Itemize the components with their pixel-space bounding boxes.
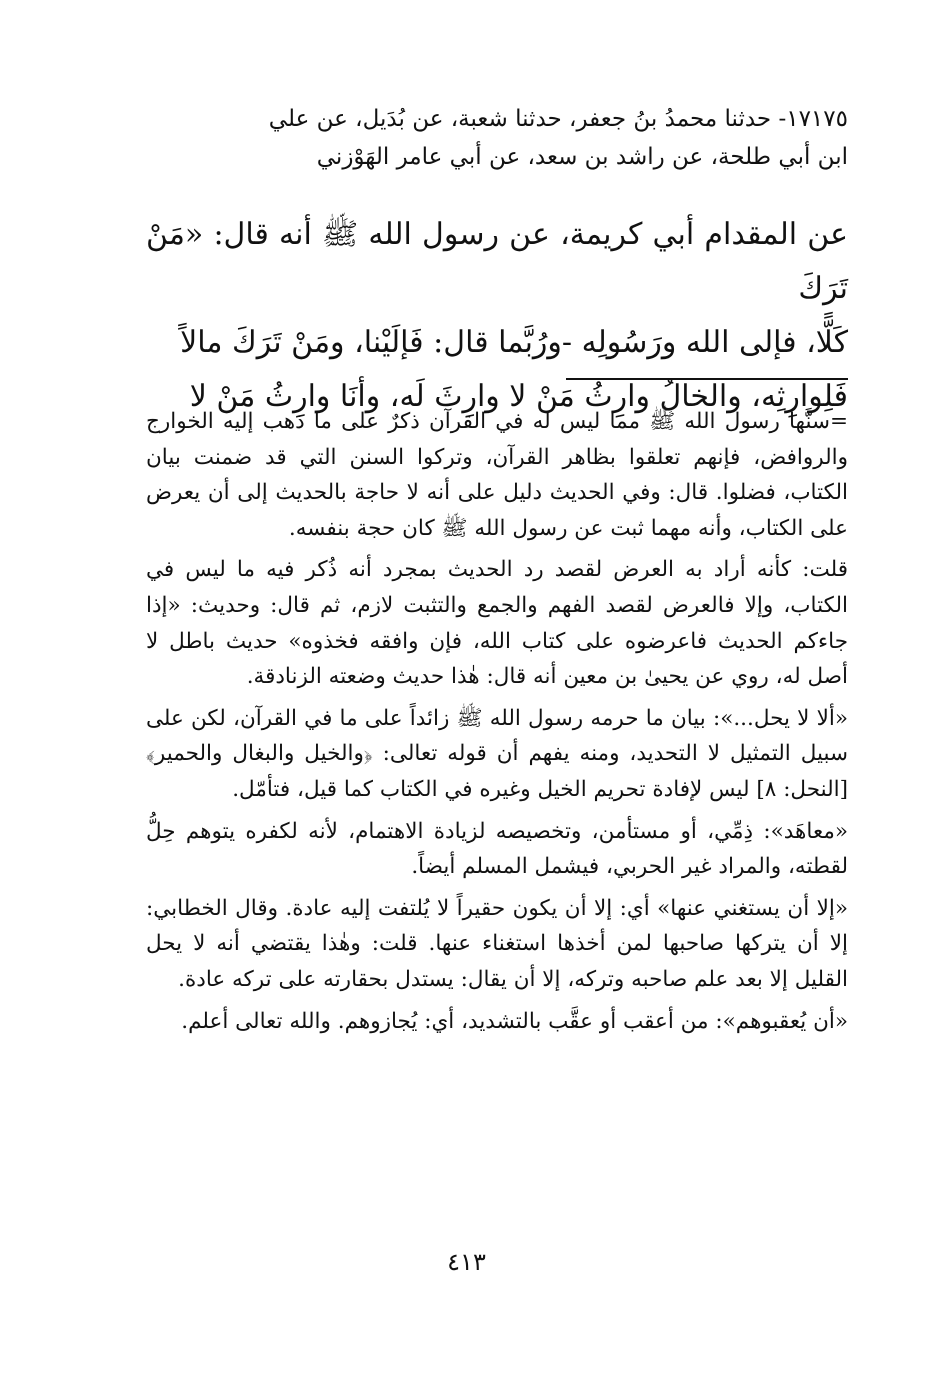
hadith-matn <box>146 208 848 424</box>
footnote-paragraph: «ألا لا يحل...»: بيان ما حرمه رسول الله ﷺ زائداً على ما في القرآن، لكن على سبيل التمثيل لا التحديد، ومنه يفهم أن قوله تعالى: ﴿والخيل والبغال والحمير﴾ [النحل: ٨] ليس لإفادة تحريم الخيل وغيره في الكتاب كما قيل، فتأمّل. <box>146 705 848 802</box>
matn-line: عن المقدام أبي كريمة، عن رسول الله ﷺ أنه قال: «مَنْ تَرَكَ <box>146 217 848 306</box>
footnotes <box>146 404 848 1045</box>
footnote-paragraph: «إلا أن يستغني عنها» أي: إلا أن يكون حقيراً لا يُلتفت إليه عادة. وقال الخطابي: إلا أن يتركها صاحبها لمن أخذها استغناء عنها. قلت: وهٰذا يقتضي أنه لا يحل القليل إلا بعد علم صاحبه وتركه، إلا أن يقال: يستدل بحقارته على تركه عادة. <box>146 895 848 992</box>
isnad-line: ١٧١٧٥- حدثنا محمدُ بنُ جعفر، حدثنا شعبة، عن بُدَيل، عن علي <box>268 106 848 132</box>
footnote-paragraph: قلت: كأنه أراد به العرض لقصد رد الحديث بمجرد أنه ذُكر فيه ما ليس في الكتاب، وإلا فالعرض لقصد الفهم والجمع والتثبت لازم، ثم قال: وحديث: «إذا جاءكم الحديث فاعرضوه على كتاب الله، فإن وافقه فخذوه» حديث باطل لا أصل له، روي عن يحيىٰ بن معين أنه قال: هٰذا حديث وضعته الزنادقة. <box>146 557 848 690</box>
footnote-paragraph: «معاهَد»: ذِمِّي، أو مستأمن، وتخصيصه لزيادة الاهتمام، لأنه لكفره يتوهم حِلُّ لقطته، والمراد غير الحربي، فيشمل المسلم أيضاً. <box>146 818 848 880</box>
footnote-paragraph: «أن يُعقبوهم»: من أعقب أو عقَّب بالتشديد، أي: يُجازوهم. والله تعالى أعلم. <box>181 1008 848 1034</box>
matn-line: فَلِوارِثِه، والخالُ وارِثُ مَنْ لا وارِثَ لَه، وأنَا وارِثُ مَنْ لا <box>189 379 848 414</box>
footnote-separator <box>566 378 848 380</box>
hadith-isnad <box>146 100 848 176</box>
isnad-line: ابن أبي طلحة، عن راشد بن سعد، عن أبي عامر الهَوْزني <box>316 144 848 170</box>
matn-line: كَلًّا، فإلى الله ورَسُولِه -ورُبَّما قال: فَإلَيْنا، ومَنْ تَرَكَ مالاً <box>180 325 848 360</box>
page-number: ٤١٣ <box>447 1248 486 1276</box>
footnote-paragraph: =سنَّها رسول الله ﷺ مما ليس له في القرآن ذكرٌ على ما ذهب إليه الخوارج والروافض، فإنهم تعلقوا بظاهر القرآن، وتركوا السنن التي قد ضمنت بيان الكتاب، فضلوا. قال: وفي الحديث دليل على أنه لا حاجة بالحديث إلى أن يعرض على الكتاب، وأنه مهما ثبت عن رسول الله ﷺ كان حجة بنفسه. <box>146 409 848 541</box>
